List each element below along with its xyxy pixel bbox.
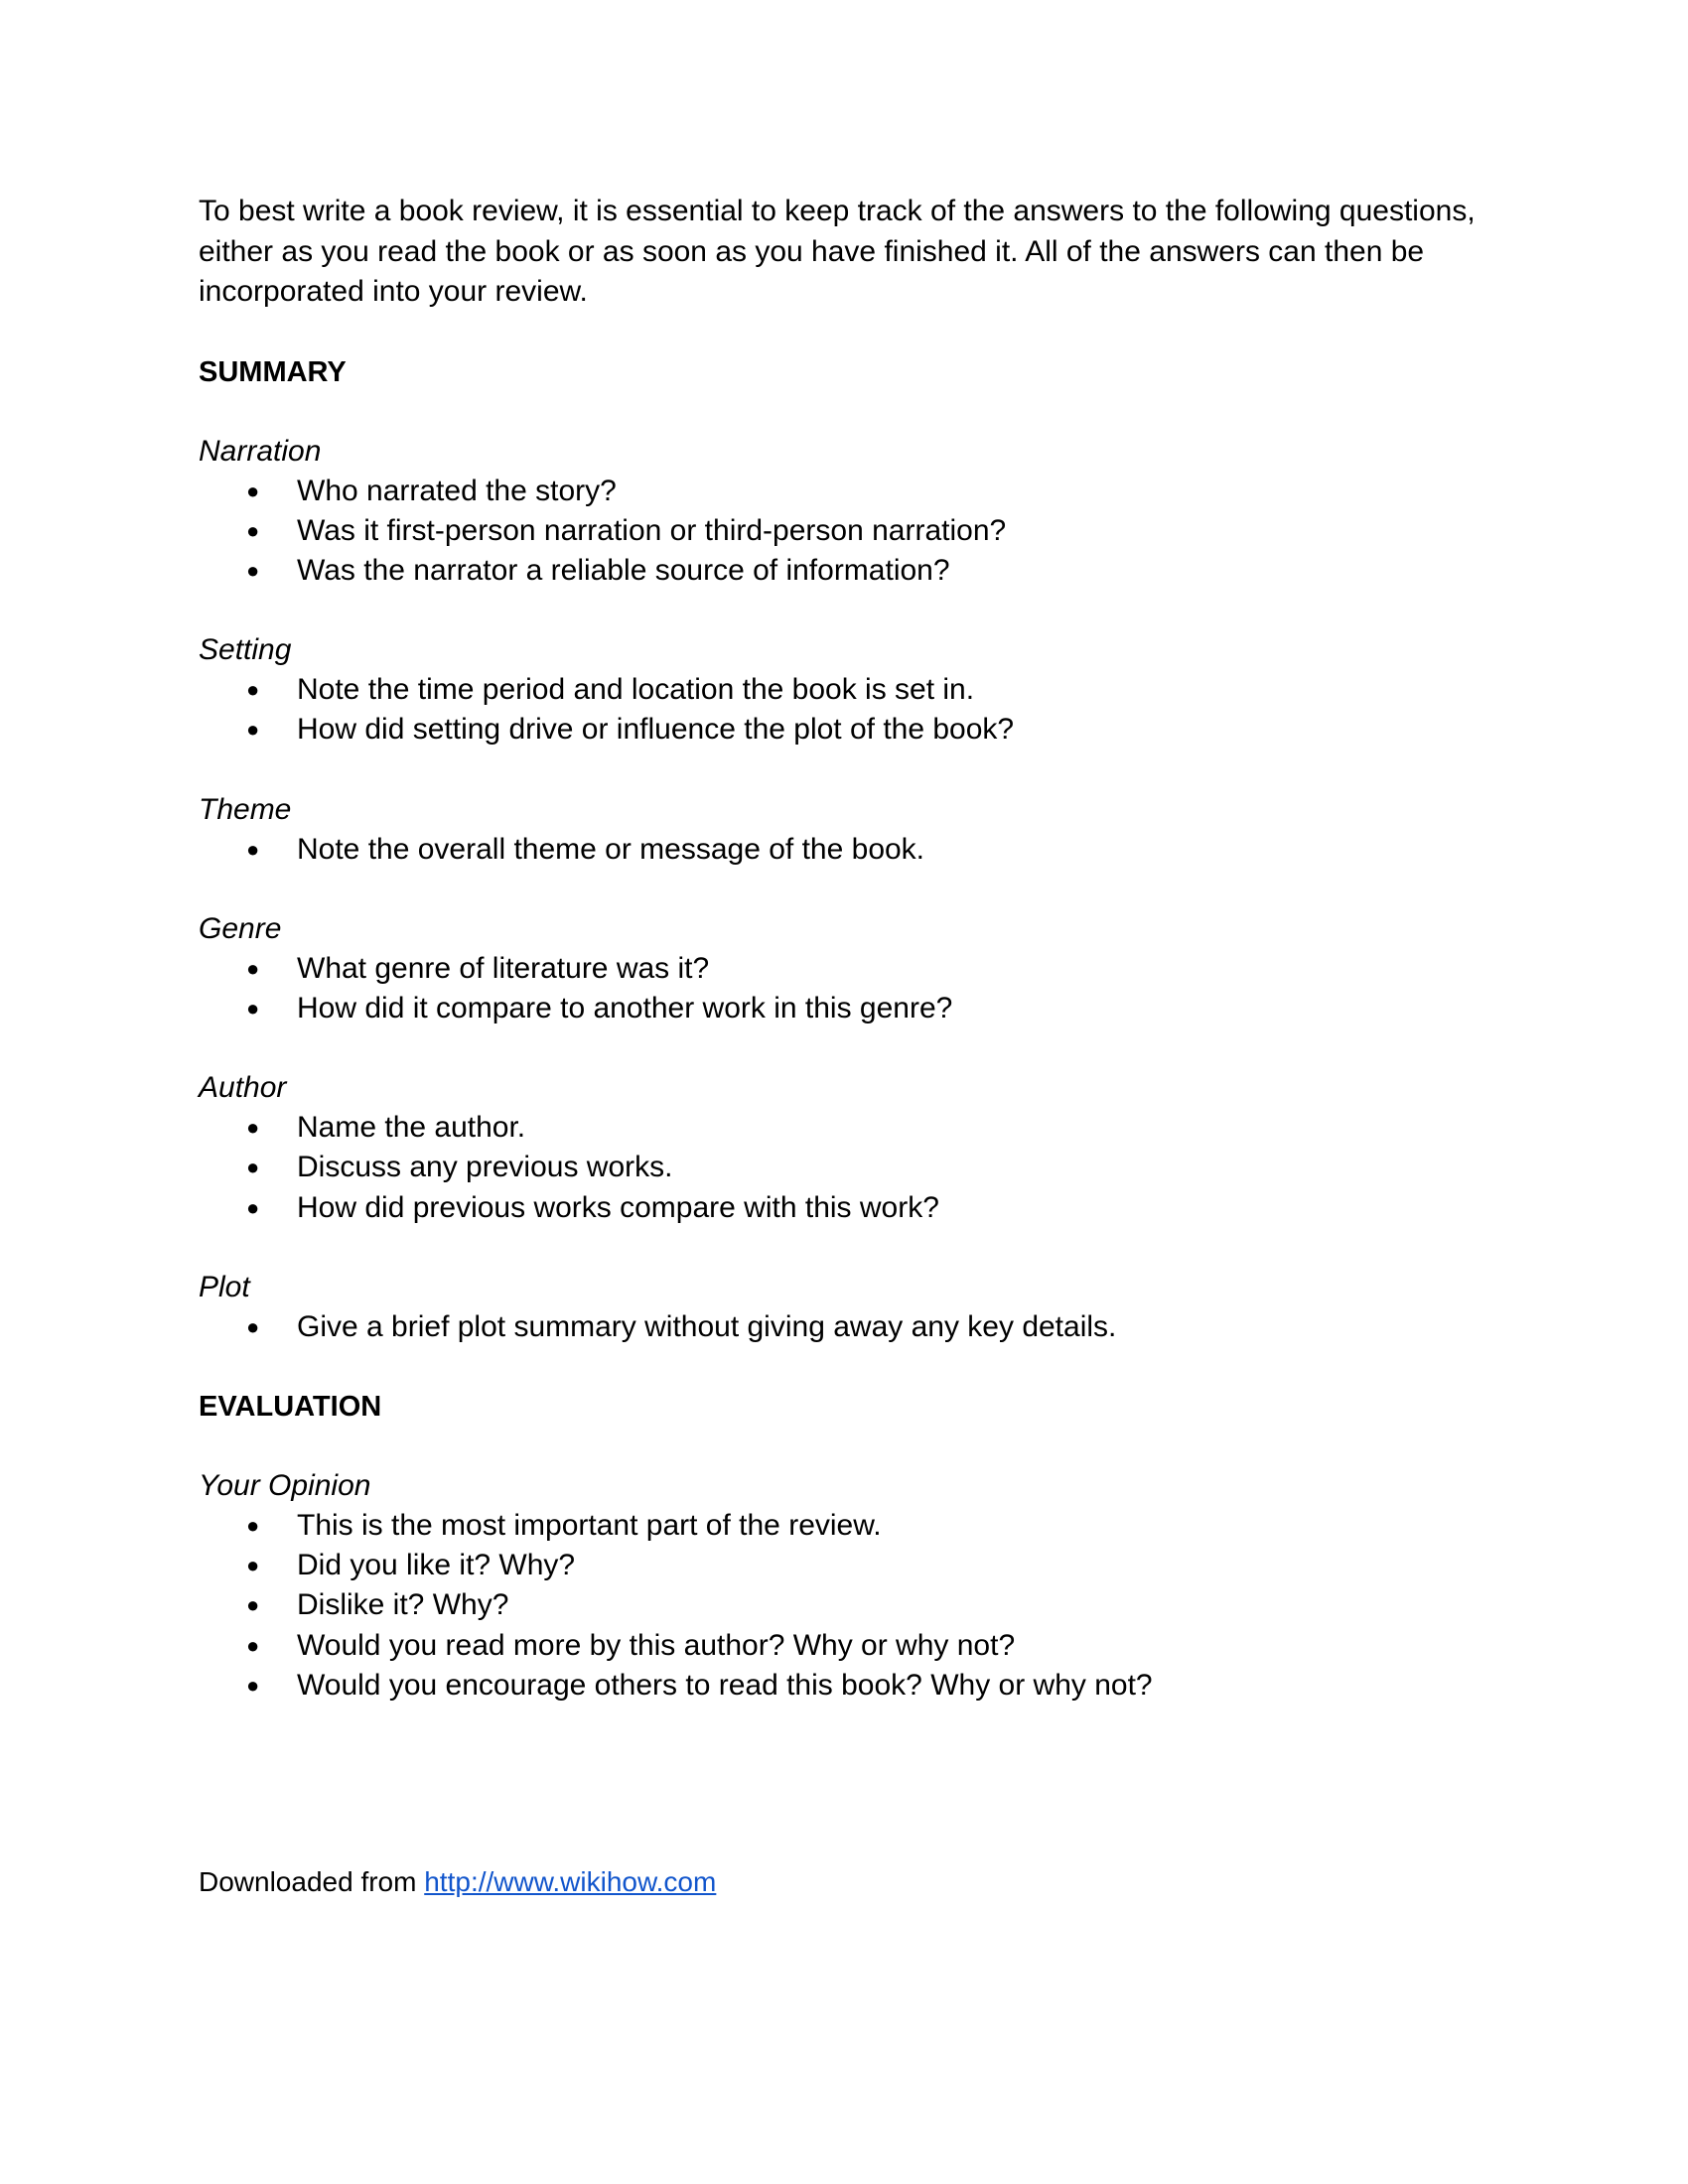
bullet-list — [199, 1307, 1499, 1347]
group-genre — [199, 909, 1499, 1028]
group-author — [199, 1068, 1499, 1228]
section-heading: SUMMARY — [199, 355, 347, 388]
list-item — [199, 1626, 1499, 1666]
group-title: Plot — [199, 1270, 250, 1303]
bullet-icon: ● — [246, 717, 260, 743]
bullet-icon: ● — [246, 1553, 260, 1578]
list-item — [199, 1585, 1499, 1625]
section-summary — [199, 352, 1499, 1347]
list-item-text: Did you like it? Why? — [297, 1549, 576, 1582]
list-item-text: How did previous works compare with this work? — [297, 1190, 939, 1224]
group-title: Theme — [199, 792, 292, 826]
list-item-text: This is the most important part of the review. — [297, 1508, 882, 1542]
list-item — [199, 511, 1499, 551]
list-item-text: Note the overall theme or message of the book. — [297, 832, 925, 866]
section-heading: EVALUATION — [199, 1390, 382, 1423]
intro-paragraph: To best write a book review, it is essential to keep track of the answers to the following questions, either as you read the book or as soon as you have finished it. All of the answers can then be incorporated into your review. — [199, 195, 1476, 308]
list-item — [199, 1666, 1499, 1706]
footer-prefix: Downloaded from — [199, 1866, 417, 1897]
list-item — [199, 670, 1499, 710]
group-title: Author — [199, 1071, 287, 1105]
list-item — [199, 1307, 1499, 1347]
list-item-text: Name the author. — [297, 1111, 526, 1145]
list-item-text: What genre of literature was it? — [297, 951, 710, 985]
group-theme — [199, 790, 1499, 870]
list-item — [199, 830, 1499, 870]
bullet-icon: ● — [246, 995, 260, 1021]
bullet-icon: ● — [246, 1115, 260, 1141]
bullet-list — [199, 1108, 1499, 1228]
bullet-list — [199, 670, 1499, 750]
list-item-text: Dislike it? Why? — [297, 1588, 509, 1622]
list-item-text: Would you encourage others to read this book? Why or why not? — [297, 1668, 1153, 1702]
bullet-icon: ● — [246, 1632, 260, 1658]
list-item — [199, 1108, 1499, 1148]
list-item-text: Note the time period and location the book is set in. — [297, 673, 975, 707]
bullet-icon: ● — [246, 557, 260, 583]
group-plot — [199, 1268, 1499, 1347]
list-item-text: Would you read more by this author? Why or why not? — [297, 1628, 1016, 1662]
bullet-icon: ● — [246, 836, 260, 862]
list-item-text: Who narrated the story? — [297, 474, 617, 507]
group-your-opinion — [199, 1466, 1499, 1706]
bullet-icon: ● — [246, 1672, 260, 1698]
bullet-list — [199, 830, 1499, 870]
footer — [199, 1862, 716, 1902]
list-item-text: How did setting drive or influence the plot of the book? — [297, 713, 1015, 747]
list-item-text: Was the narrator a reliable source of information? — [297, 553, 950, 587]
list-item — [199, 949, 1499, 989]
wikihow-link[interactable]: http://www.wikihow.com — [424, 1866, 717, 1897]
group-title: Your Opinion — [199, 1468, 371, 1502]
list-item-text: Give a brief plot summary without giving away any key details. — [297, 1309, 1117, 1343]
bullet-icon: ● — [246, 1194, 260, 1220]
list-item-text: Was it first-person narration or third-person narration? — [297, 513, 1007, 547]
bullet-icon: ● — [246, 1155, 260, 1180]
group-setting — [199, 630, 1499, 750]
document-page — [199, 192, 1499, 1745]
list-item — [199, 1506, 1499, 1546]
list-item-text: Discuss any previous works. — [297, 1151, 673, 1184]
list-item — [199, 989, 1499, 1028]
bullet-icon: ● — [246, 517, 260, 543]
bullet-icon: ● — [246, 478, 260, 503]
bullet-icon: ● — [246, 1512, 260, 1538]
list-item — [199, 472, 1499, 511]
group-title: Narration — [199, 434, 322, 468]
bullet-icon: ● — [246, 955, 260, 981]
list-item — [199, 1148, 1499, 1187]
list-item — [199, 1188, 1499, 1228]
group-title: Setting — [199, 633, 292, 667]
list-item — [199, 1546, 1499, 1585]
bullet-list — [199, 949, 1499, 1028]
bullet-icon: ● — [246, 677, 260, 703]
list-item — [199, 551, 1499, 591]
group-title: Genre — [199, 911, 282, 945]
bullet-list — [199, 472, 1499, 592]
bullet-icon: ● — [246, 1592, 260, 1618]
list-item — [199, 710, 1499, 750]
group-narration — [199, 432, 1499, 592]
section-evaluation — [199, 1387, 1499, 1706]
list-item-text: How did it compare to another work in this genre? — [297, 991, 953, 1024]
bullet-icon: ● — [246, 1313, 260, 1339]
bullet-list — [199, 1506, 1499, 1706]
